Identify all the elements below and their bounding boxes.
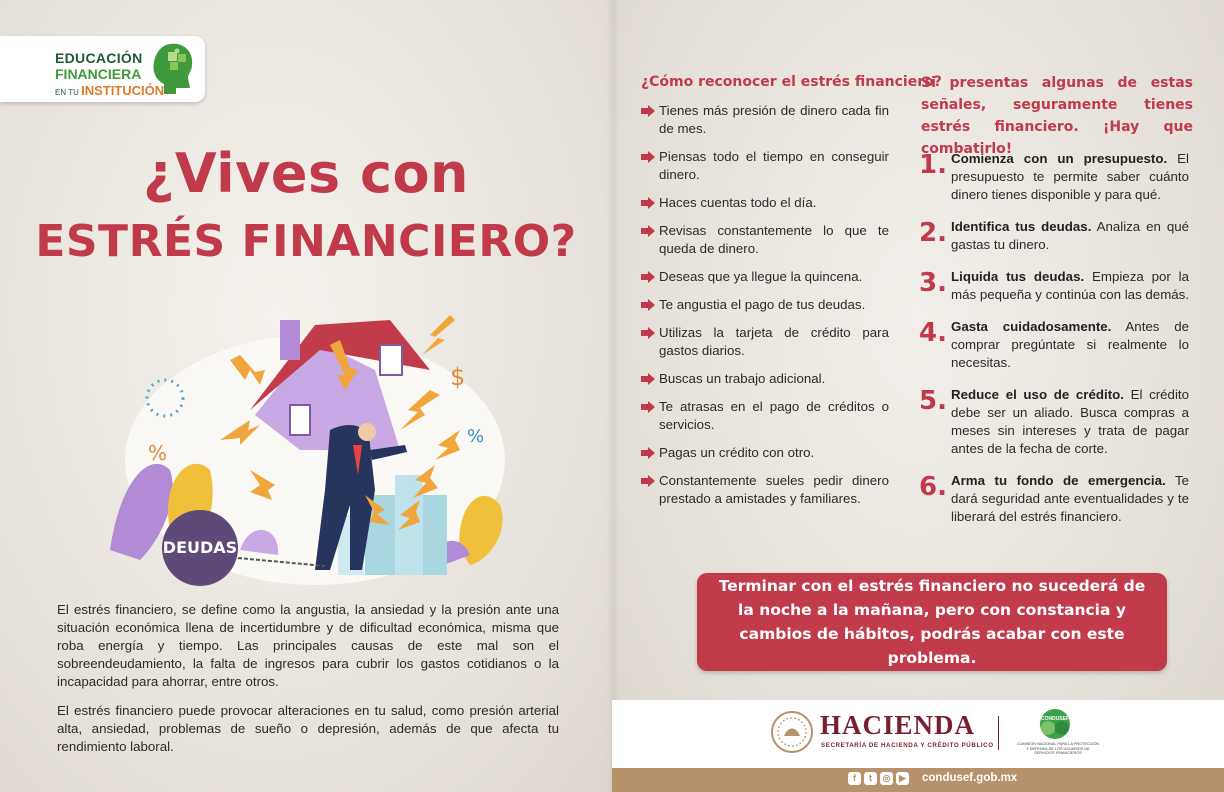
step-number: 2. xyxy=(919,218,947,248)
symptom-item xyxy=(641,324,889,360)
advice-title: Si presentas algunas de estas señales, seguramente tienes estrés financiero. ¡Hay que combatirlo! xyxy=(921,75,1193,157)
symptom-text: Tienes más presión de dinero cada fin de mes. xyxy=(659,103,889,136)
arrow-right-icon xyxy=(641,373,655,385)
website-link[interactable]: condusef.gob.mx xyxy=(922,772,1018,784)
arrow-right-icon xyxy=(641,271,655,283)
step-number: 3. xyxy=(919,268,947,298)
symptom-item xyxy=(641,222,889,258)
step-heading: Reduce el uso de crédito. xyxy=(951,387,1124,402)
step-text: Te dará seguridad ante eventualidades y te liberará del estrés financiero. xyxy=(951,473,1189,524)
symptoms-title: ¿Cómo reconocer el estrés financiero? xyxy=(641,74,942,90)
arrow-right-icon xyxy=(641,225,655,237)
debt-stress-illustration xyxy=(100,300,530,590)
hacienda-logo-text: HACIENDA xyxy=(820,710,976,740)
arrow-right-icon xyxy=(641,151,655,163)
step-text: El crédito debe ser un aliado. Busca compras a meses sin intereses y trata de pagar antes de la fecha de corte. xyxy=(951,387,1189,456)
advice-step xyxy=(919,268,1189,304)
symptom-text: Revisas constantemente lo que te queda de dinero. xyxy=(659,223,889,256)
symptom-item xyxy=(641,472,889,508)
educacion-financiera-logo xyxy=(0,36,205,102)
symptom-item xyxy=(641,148,889,184)
symptom-text: Haces cuentas todo el día. xyxy=(659,195,817,210)
symptom-item xyxy=(641,444,889,462)
facebook-icon[interactable]: f xyxy=(848,772,861,785)
page-title-line-2: ESTRÉS FINANCIERO? xyxy=(35,216,577,267)
percent-symbol-left: % xyxy=(148,441,168,465)
social-icons xyxy=(848,772,909,785)
step-heading: Liquida tus deudas. xyxy=(951,269,1085,284)
symptom-text: Piensas todo el tiempo en conseguir dinero. xyxy=(659,149,889,182)
intro-paragraph-2: El estrés financiero puede provocar alteraciones en tu salud, como presión arterial alta, ansiedad, problemas de sueño o depresión, además de que afecta tu rendimiento laboral. xyxy=(57,703,559,754)
step-number: 1. xyxy=(919,150,947,180)
step-text: Empieza por la más pequeña y continúa con las demás. xyxy=(951,269,1190,302)
advice-step xyxy=(919,386,1189,458)
symptom-item xyxy=(641,268,889,286)
step-text: Analiza en qué gastas tu dinero. xyxy=(951,219,1190,252)
footer-divider xyxy=(998,716,999,750)
symptom-item xyxy=(641,398,889,434)
advice-step xyxy=(919,218,1189,254)
symptom-text: Pagas un crédito con otro. xyxy=(659,445,815,460)
arrow-right-icon xyxy=(641,197,655,209)
step-number: 6. xyxy=(919,472,947,502)
logo-line-3 xyxy=(55,83,164,98)
symptom-text: Te angustia el pago de tus deudas. xyxy=(659,297,866,312)
symptom-text: Deseas que ya llegue la quincena. xyxy=(659,269,863,284)
symptom-text: Constantemente sueles pedir dinero prestado a amistades y familiares. xyxy=(659,473,889,506)
condusef-label: CONDUSEF xyxy=(1040,716,1070,722)
symptom-item xyxy=(641,102,889,138)
debt-ball-label: DEUDAS xyxy=(162,538,238,557)
percent-symbol-right: % xyxy=(467,426,485,447)
step-text: El presupuesto te permite saber cuánto dinero tienes disponible y para qué. xyxy=(951,151,1189,202)
condusef-subtitle: COMISIÓN NACIONAL PARA LA PROTECCIÓN Y DEFENSA DE LOS USUARIOS DE SERVICIOS FINANCIEROS xyxy=(1016,742,1100,756)
closing-banner xyxy=(697,573,1167,671)
symptom-text: Buscas un trabajo adicional. xyxy=(659,371,826,386)
mexico-seal-icon xyxy=(770,710,814,754)
dollar-symbol: $ xyxy=(450,363,466,391)
arrow-right-icon xyxy=(641,299,655,311)
intro-paragraph-1: El estrés financiero, se define como la angustia, la ansiedad y la presión ante una situación económica llena de incertidumbre y de dificultad económica, misma que roba energía y tiempo. Las principales causas de este mal son el sobreendeudamiento, la falta de ingresos para cubrir los gastos cotidianos o la incapacidad para ahorrar, entre otros. xyxy=(57,602,559,689)
head-puzzle-icon xyxy=(150,40,198,98)
youtube-icon[interactable]: ▶ xyxy=(896,772,909,785)
logo-line-1: EDUCACIÓN xyxy=(55,50,143,66)
symptom-item xyxy=(641,194,889,212)
advice-steps-list xyxy=(919,150,1189,526)
page-title-line-1: ¿Vives con xyxy=(143,142,469,205)
step-heading: Arma tu fondo de emergencia. xyxy=(951,473,1166,488)
twitter-icon[interactable]: t xyxy=(864,772,877,785)
arrow-right-icon xyxy=(641,105,655,117)
step-heading: Gasta cuidadosamente. xyxy=(951,319,1112,334)
symptom-text: Te atrasas en el pago de créditos o servicios. xyxy=(659,399,889,432)
condusef-logo-icon xyxy=(1036,708,1074,740)
symptom-item xyxy=(641,370,889,388)
symptom-item xyxy=(641,296,889,314)
step-number: 4. xyxy=(919,318,947,348)
symptom-text: Utilizas la tarjeta de crédito para gastos diarios. xyxy=(659,325,889,358)
arrow-right-icon xyxy=(641,401,655,413)
symptoms-list xyxy=(641,102,889,518)
advice-step xyxy=(919,318,1189,372)
arrow-right-icon xyxy=(641,447,655,459)
footer-bar xyxy=(612,768,1224,792)
advice-step xyxy=(919,150,1189,204)
logo-line-2: FINANCIERA xyxy=(55,66,142,82)
step-heading: Comienza con un presupuesto. xyxy=(951,151,1168,166)
logo-line-3-main: INSTITUCIÓN xyxy=(81,83,165,98)
arrow-right-icon xyxy=(641,475,655,487)
closing-banner-text: Terminar con el estrés financiero no sucederá de la noche a la mañana, pero con constancia y cambios de hábitos, podrás acabar con este problema. xyxy=(718,577,1146,667)
step-text: Antes de comprar pregúntate si realmente lo necesitas. xyxy=(951,319,1189,370)
page-spine xyxy=(606,0,620,792)
advice-step xyxy=(919,472,1189,526)
step-heading: Identifica tus deudas. xyxy=(951,219,1092,234)
hacienda-subtitle: SECRETARÍA DE HACIENDA Y CRÉDITO PÚBLICO xyxy=(821,742,994,749)
logo-line-3-prefix: EN TU xyxy=(55,88,82,97)
arrow-right-icon xyxy=(641,327,655,339)
step-number: 5. xyxy=(919,386,947,416)
instagram-icon[interactable]: ◎ xyxy=(880,772,893,785)
